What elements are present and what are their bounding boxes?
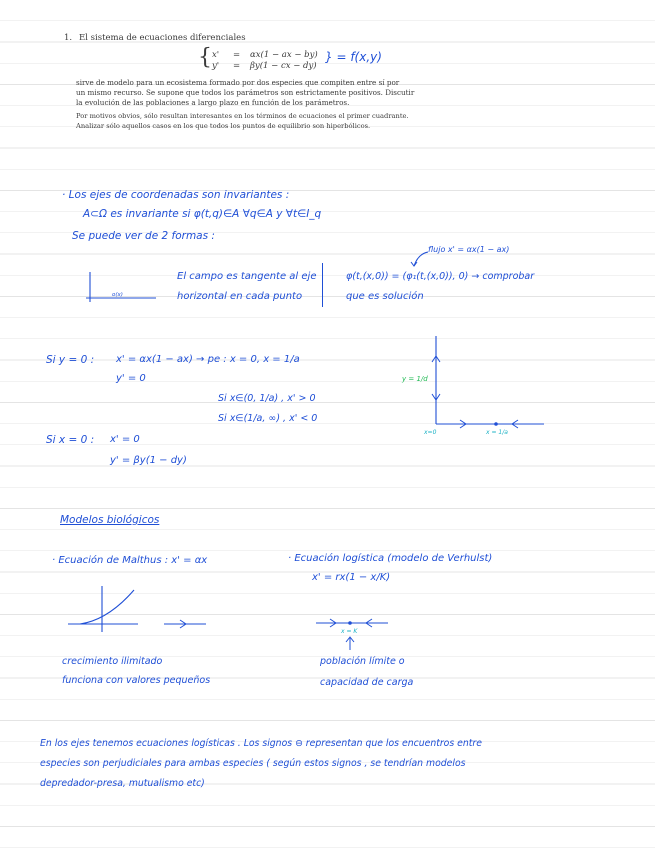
flow-label: flujo x' = αx(1 − ax) xyxy=(428,245,510,254)
para1-line2: un mismo recurso. Se supone que todos los parámetros son estrictamente positivos. Discutir xyxy=(76,88,415,97)
eq2-lhs: y' xyxy=(212,61,220,71)
para1-line3: la evolución de las poblaciones a largo plazo en función de los parámetros. xyxy=(76,98,350,107)
eq2-eq: = xyxy=(233,61,241,71)
para1-line1: sirve de modelo para un ecosistema formado por dos especies que compiten entre sí por xyxy=(76,78,400,87)
models-heading: Modelos biológicos xyxy=(60,514,160,526)
para2-line1: Por motivos obvios, sólo resultan interesantes en los términos de ecuaciones el primer cuadrante. xyxy=(76,112,409,120)
unlimited-line1: crecimiento ilimitado xyxy=(62,656,163,667)
eq1-eq: = xyxy=(233,50,241,60)
phase-y-label: y = 1/d xyxy=(402,375,428,383)
malthus-equation: · Ecuación de Malthus : x' = αx xyxy=(52,555,208,566)
summary-line2: especies son perjudiciales para ambas especies ( según estos signos , se tendrían modelos xyxy=(40,758,466,769)
x0-xprime: x' = 0 xyxy=(110,434,140,445)
solution-text: que es solución xyxy=(346,291,424,302)
problem-number: 1. xyxy=(64,33,73,43)
eq1-lhs: x' xyxy=(212,50,220,60)
malthus-graph xyxy=(64,584,214,634)
logistic-k-label: x = K xyxy=(341,628,358,635)
limit-line1: población límite o xyxy=(320,656,405,667)
y0-yprime: y' = 0 xyxy=(116,373,146,384)
field-line2: horizontal en cada punto xyxy=(177,291,303,302)
limit-line2: capacidad de carga xyxy=(320,677,414,688)
system-brace: { xyxy=(198,45,212,70)
two-ways-text: Se puede ver de 2 formas : xyxy=(72,230,215,242)
invariant-definition: A⊂Ω es invariante si φ(t,q)∈A ∀q∈A y ∀t∈I_q xyxy=(83,208,322,220)
phase-x0-label: x=0 xyxy=(424,429,437,436)
invariant-heading: · Los ejes de coordenadas son invariantes : xyxy=(62,189,290,201)
axis-label: o(x) xyxy=(112,292,123,298)
phase-x1a-label: x = 1/a xyxy=(486,429,508,436)
phase-diagram xyxy=(400,332,560,437)
summary-line1: En los ejes tenemos ecuaciones logísticas . Los signos ⊖ representan que los encuentros entre xyxy=(40,738,482,749)
system-label: } = f(x,y) xyxy=(325,50,382,64)
phi-equation: φ(t,(x,0)) = (φ₁(t,(x,0)), 0) → comprobar xyxy=(346,271,535,282)
if-y-zero: Si y = 0 : xyxy=(46,354,95,366)
x0-yprime: y' = βy(1 − dy) xyxy=(110,455,187,466)
field-line1: El campo es tangente al eje xyxy=(177,271,317,282)
logistic-equation: x' = rx(1 − x/K) xyxy=(312,572,391,583)
logistic-title: · Ecuación logística (modelo de Verhulst) xyxy=(288,553,493,564)
flow-arrow-icon xyxy=(410,250,430,270)
tangent-field-diagram xyxy=(84,268,164,308)
problem-title: El sistema de ecuaciones diferenciales xyxy=(79,33,246,43)
if-x-zero: Si x = 0 : xyxy=(46,434,95,446)
para2-line2: Analizar sólo aquellos casos en los que todos los puntos de equilibrio son hiperbólicos. xyxy=(76,122,371,130)
unlimited-line2: funciona con valores pequeños xyxy=(62,675,211,686)
interval-positive: Si x∈(0, 1/a) , x' > 0 xyxy=(218,393,316,404)
eq1-rhs: αx(1 − ax − by) xyxy=(250,50,318,60)
interval-negative: Si x∈(1/a, ∞) , x' < 0 xyxy=(218,413,318,424)
summary-line3: depredador-presa, mutualismo etc) xyxy=(40,778,205,789)
column-divider xyxy=(322,263,323,307)
y0-xprime: x' = αx(1 − ax) → pe : x = 0, x = 1/a xyxy=(116,354,300,365)
eq2-rhs: βy(1 − cx − dy) xyxy=(250,61,317,71)
